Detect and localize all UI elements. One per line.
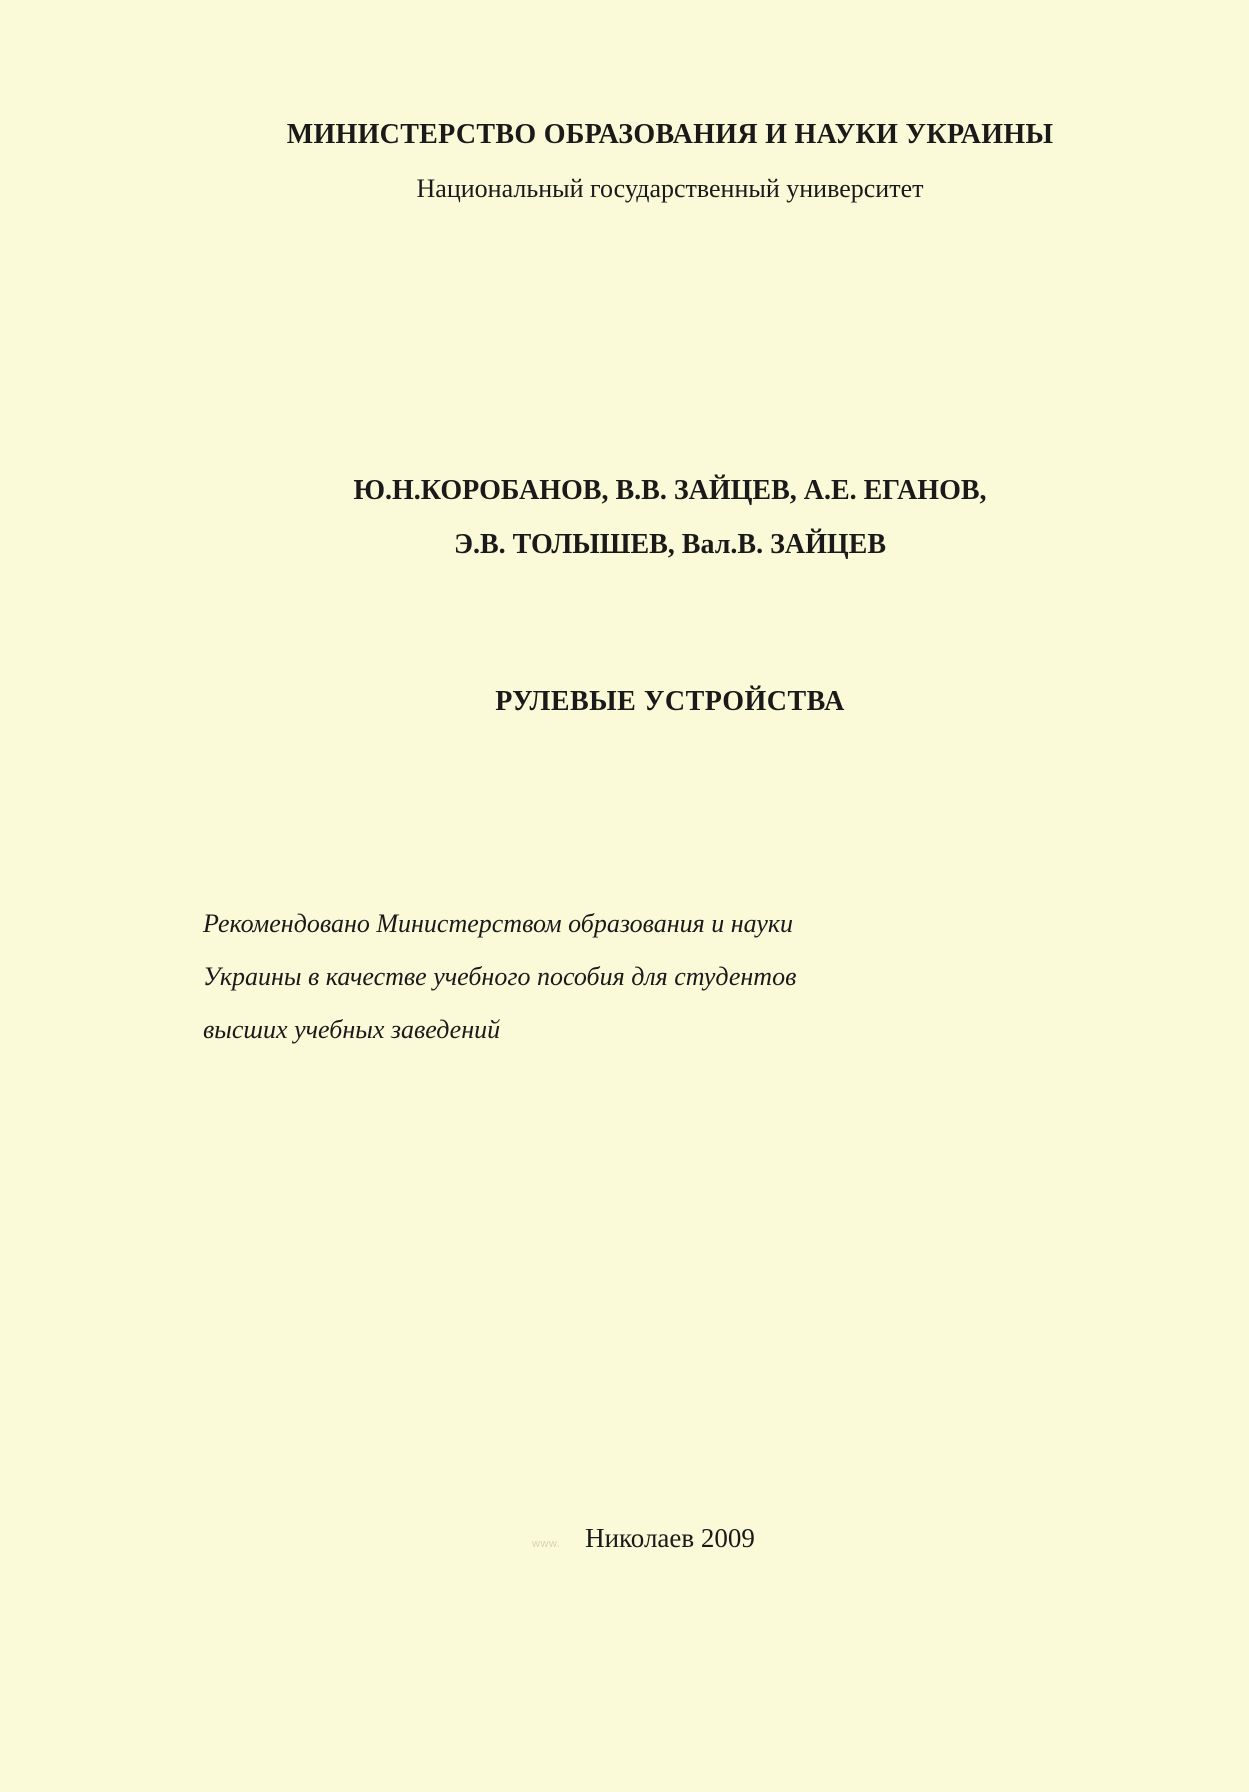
recommendation-line: Рекомендовано Министерством образования и науки — [203, 909, 794, 938]
recommendation-note — [203, 897, 963, 1056]
recommendation-line: Украины в качестве учебного пособия для студентов — [203, 962, 797, 991]
authors-line-2: Э.В. ТОЛЫШЕВ, Вал.В. ЗАЙЦЕВ — [453, 529, 887, 560]
university-name: Национальный государственный университет — [416, 174, 924, 203]
imprint-city-year: Николаев 2009 — [585, 1523, 755, 1553]
recommendation-line: высших учебных заведений — [203, 1015, 501, 1044]
book-title: РУЛЕВЫЕ УСТРОЙСТВА — [495, 686, 845, 717]
ministry-heading: МИНИСТЕРСТВО ОБРАЗОВАНИЯ И НАУКИ УКРАИНЫ — [286, 119, 1054, 150]
watermark: www. — [532, 1538, 561, 1550]
authors-line-1: Ю.Н.КОРОБАНОВ, В.В. ЗАЙЦЕВ, А.Е. ЕГАНОВ, — [353, 475, 987, 506]
